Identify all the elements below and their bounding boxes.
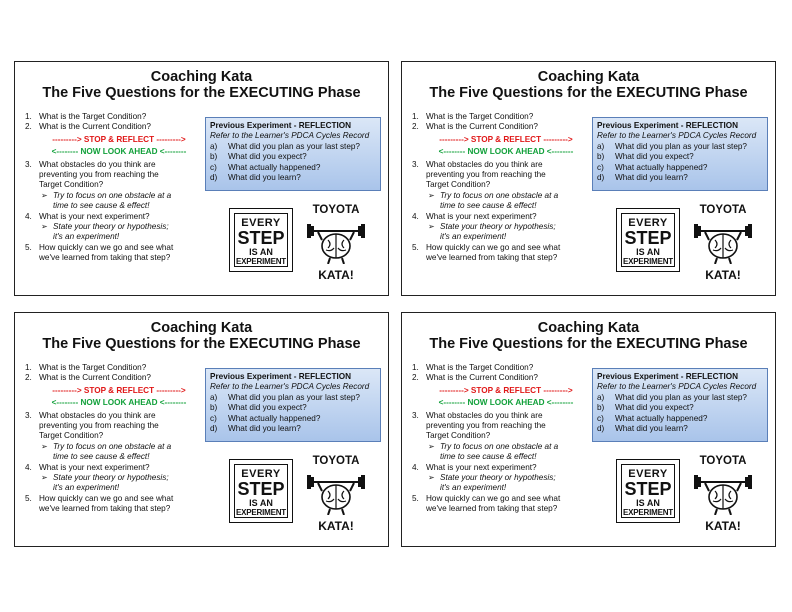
panel-item-text: What did you plan as your last step? <box>615 392 747 402</box>
badge-is-an-text: IS AN <box>249 247 273 257</box>
panel-item-text: What did you expect? <box>228 152 307 162</box>
questions-list <box>412 112 600 264</box>
question-text: What is the Target Condition? <box>39 112 147 121</box>
question-text <box>39 494 213 515</box>
reflection-panel <box>592 117 768 191</box>
stop-reflect-banner: ---------> STOP & REFLECT ---------> <box>439 134 573 144</box>
questions-list <box>25 363 213 515</box>
question-text: What is the Current Condition? <box>39 122 151 132</box>
hint-line: State your theory or hypothesis; <box>53 473 169 483</box>
hint-line: it's an experiment! <box>53 232 120 242</box>
panel-item <box>597 163 763 173</box>
question-number: 5. <box>412 493 419 503</box>
hint-line: time to see cause & effect! <box>440 452 537 462</box>
question-line: What obstacles do you think are <box>39 410 156 420</box>
question-number: 4. <box>25 211 32 221</box>
badge-toyota-text: TOYOTA <box>312 455 360 467</box>
badge-experiment-text: EXPERIMENT <box>622 508 673 517</box>
question-text <box>426 160 600 191</box>
coaching-kata-card <box>14 312 389 547</box>
card-title: Coaching Kata <box>150 320 253 336</box>
question-number: 1. <box>25 363 32 372</box>
panel-item-label: d) <box>210 424 218 434</box>
panel-item-label: a) <box>210 141 218 151</box>
question-text: What is the Target Condition? <box>39 363 147 372</box>
question-number: 2. <box>412 373 419 383</box>
panel-item-text: What actually happened? <box>228 413 321 423</box>
card-title: Coaching Kata <box>150 69 253 85</box>
badge-every-text: EVERY <box>628 217 668 229</box>
question-text: What is your next experiment? <box>39 462 150 472</box>
card-subtitle: The Five Questions for the EXECUTING Phase <box>429 85 748 101</box>
panel-item-label: d) <box>597 173 605 183</box>
toyota-kata-badge <box>302 204 370 282</box>
badge-step-text: STEP <box>237 479 285 499</box>
every-step-badge <box>229 459 293 523</box>
look-ahead-banner: <-------- NOW LOOK AHEAD <-------- <box>438 398 574 408</box>
hint-line: State your theory or hypothesis; <box>53 222 169 232</box>
brain-barbell-icon <box>693 469 753 515</box>
panel-item-text: What did you learn? <box>228 424 301 434</box>
question-1 <box>25 112 213 122</box>
question-line: How quickly can we go and see what <box>39 242 174 252</box>
card-subtitle: The Five Questions for the EXECUTING Phase <box>429 336 748 352</box>
question-line: Target Condition? <box>39 180 104 190</box>
panel-item <box>210 142 376 152</box>
every-step-badge <box>616 459 680 523</box>
panel-item-label: b) <box>210 152 218 162</box>
panel-item-label: b) <box>210 403 218 413</box>
panel-item-label: d) <box>210 173 218 183</box>
question-number: 2. <box>412 122 419 132</box>
question-text <box>39 243 213 264</box>
panel-item <box>597 173 763 183</box>
badge-is-an-text: IS AN <box>636 498 660 508</box>
question-text: What is the Target Condition? <box>426 112 534 121</box>
question-line: What obstacles do you think are <box>426 410 543 420</box>
badge-kata-text: KATA! <box>705 268 741 282</box>
question-number: 4. <box>412 462 419 472</box>
question-1 <box>412 112 600 122</box>
panel-item-text: What did you learn? <box>615 173 688 183</box>
question-line: we've learned from taking that step? <box>426 504 558 514</box>
panel-subheading: Refer to the Learner's PDCA Cycles Record <box>210 131 370 141</box>
question-text: What is the Target Condition? <box>426 363 534 372</box>
question-number: 1. <box>412 363 419 372</box>
stop-reflect-banner: ---------> STOP & REFLECT ---------> <box>52 134 186 144</box>
panel-item-label: b) <box>597 403 605 413</box>
stop-reflect-banner: ---------> STOP & REFLECT ---------> <box>439 385 573 395</box>
question-text: What is the Current Condition? <box>39 373 151 383</box>
panel-item-label: c) <box>597 413 604 423</box>
panel-item-label: d) <box>597 424 605 434</box>
question-4 <box>412 212 600 222</box>
panel-item-label: c) <box>210 413 217 423</box>
question-line: preventing you from reaching the <box>426 170 546 180</box>
brain-barbell-icon <box>306 469 366 515</box>
arrow-bullet-icon: ➢ <box>41 222 48 232</box>
question-text <box>39 411 213 442</box>
brain-barbell-icon <box>306 218 366 264</box>
question-text: What is your next experiment? <box>426 462 537 472</box>
badge-experiment-text: EXPERIMENT <box>235 257 286 266</box>
panel-item <box>210 152 376 162</box>
panel-item-text: What did you expect? <box>615 152 694 162</box>
reflection-panel <box>592 368 768 442</box>
reflection-panel <box>205 117 381 191</box>
question-text <box>426 411 600 442</box>
panel-heading: Previous Experiment - REFLECTION <box>597 121 739 130</box>
panel-item-text: What did you expect? <box>228 403 307 413</box>
brain-barbell-icon <box>693 218 753 264</box>
question-number: 3. <box>412 159 419 169</box>
question-line: How quickly can we go and see what <box>39 493 174 503</box>
panel-item <box>210 414 376 424</box>
look-ahead-banner: <-------- NOW LOOK AHEAD <-------- <box>51 147 187 157</box>
panel-item <box>597 414 763 424</box>
toyota-kata-badge <box>689 204 757 282</box>
question-line: we've learned from taking that step? <box>426 253 558 263</box>
badge-experiment-text: EXPERIMENT <box>622 257 673 266</box>
question-4-hint <box>25 222 213 243</box>
question-3-hint <box>25 191 213 212</box>
question-1 <box>25 363 213 373</box>
panel-item <box>210 424 376 434</box>
question-2 <box>25 373 213 383</box>
arrow-bullet-icon: ➢ <box>428 473 435 483</box>
panel-item-text: What did you learn? <box>615 424 688 434</box>
badge-step-text: STEP <box>624 228 672 248</box>
badge-is-an-text: IS AN <box>636 247 660 257</box>
every-step-badge <box>229 208 293 272</box>
panel-item <box>597 403 763 413</box>
panel-subheading: Refer to the Learner's PDCA Cycles Record <box>597 382 757 392</box>
arrow-bullet-icon: ➢ <box>41 190 48 200</box>
question-4 <box>25 463 213 473</box>
question-number: 5. <box>25 242 32 252</box>
hint-line: Try to focus on one obstacle at a <box>53 441 172 451</box>
question-line: What obstacles do you think are <box>39 159 156 169</box>
panel-item-text: What did you plan as your last step? <box>615 141 747 151</box>
panel-item <box>597 142 763 152</box>
coaching-kata-card <box>401 312 776 547</box>
hint-line: it's an experiment! <box>440 232 507 242</box>
question-line: What obstacles do you think are <box>426 159 543 169</box>
panel-item-label: c) <box>597 162 604 172</box>
question-text: What is your next experiment? <box>426 211 537 221</box>
question-3 <box>25 160 213 191</box>
question-3-hint <box>412 442 600 463</box>
panel-item-label: a) <box>597 392 605 402</box>
badge-step-text: STEP <box>237 228 285 248</box>
panel-item <box>210 173 376 183</box>
panel-heading: Previous Experiment - REFLECTION <box>210 372 352 381</box>
question-5 <box>25 243 213 264</box>
question-line: preventing you from reaching the <box>39 170 159 180</box>
badge-every-text: EVERY <box>241 217 281 229</box>
hint-line: it's an experiment! <box>53 483 120 493</box>
look-ahead-banner: <-------- NOW LOOK AHEAD <-------- <box>51 398 187 408</box>
hint-line: time to see cause & effect! <box>53 201 150 211</box>
question-text <box>426 243 600 264</box>
panel-heading: Previous Experiment - REFLECTION <box>210 121 352 130</box>
panel-item <box>210 393 376 403</box>
badge-is-an-text: IS AN <box>249 498 273 508</box>
hint-line: it's an experiment! <box>440 483 507 493</box>
card-subtitle: The Five Questions for the EXECUTING Phase <box>42 336 361 352</box>
question-2 <box>412 373 600 383</box>
question-line: we've learned from taking that step? <box>39 504 171 514</box>
question-3-hint <box>412 191 600 212</box>
hint-line: time to see cause & effect! <box>53 452 150 462</box>
panel-item-text: What actually happened? <box>615 413 708 423</box>
badge-toyota-text: TOYOTA <box>699 204 747 216</box>
question-number: 5. <box>25 493 32 503</box>
question-number: 2. <box>25 373 32 383</box>
question-line: Target Condition? <box>426 431 491 441</box>
panel-item-text: What actually happened? <box>228 162 321 172</box>
coaching-kata-card <box>401 61 776 296</box>
reflection-panel <box>205 368 381 442</box>
panel-item <box>210 403 376 413</box>
arrow-bullet-icon: ➢ <box>428 222 435 232</box>
question-text <box>426 494 600 515</box>
panel-item-text: What did you plan as your last step? <box>228 141 360 151</box>
hint-line: Try to focus on one obstacle at a <box>53 190 172 200</box>
question-line: How quickly can we go and see what <box>426 242 561 252</box>
card-title: Coaching Kata <box>537 320 640 336</box>
stop-reflect-banner: ---------> STOP & REFLECT ---------> <box>52 385 186 395</box>
panel-item-text: What did you plan as your last step? <box>228 392 360 402</box>
badge-toyota-text: TOYOTA <box>312 204 360 216</box>
panel-item-label: a) <box>210 392 218 402</box>
question-number: 1. <box>25 112 32 121</box>
question-number: 2. <box>25 122 32 132</box>
hint-line: Try to focus on one obstacle at a <box>440 190 559 200</box>
badge-kata-text: KATA! <box>705 519 741 533</box>
panel-item <box>597 424 763 434</box>
coaching-kata-card <box>14 61 389 296</box>
question-5 <box>412 494 600 515</box>
question-line: preventing you from reaching the <box>39 421 159 431</box>
toyota-kata-badge <box>689 455 757 533</box>
question-1 <box>412 363 600 373</box>
panel-item-text: What actually happened? <box>615 162 708 172</box>
question-5 <box>25 494 213 515</box>
question-3 <box>412 160 600 191</box>
arrow-bullet-icon: ➢ <box>428 441 435 451</box>
arrow-bullet-icon: ➢ <box>428 190 435 200</box>
question-4-hint <box>25 473 213 494</box>
panel-item <box>597 152 763 162</box>
question-number: 3. <box>25 159 32 169</box>
hint-line: Try to focus on one obstacle at a <box>440 441 559 451</box>
arrow-bullet-icon: ➢ <box>41 441 48 451</box>
hint-line: State your theory or hypothesis; <box>440 222 556 232</box>
hint-line: State your theory or hypothesis; <box>440 473 556 483</box>
badge-every-text: EVERY <box>628 468 668 480</box>
arrow-bullet-icon: ➢ <box>41 473 48 483</box>
card-subtitle: The Five Questions for the EXECUTING Phase <box>42 85 361 101</box>
look-ahead-banner: <-------- NOW LOOK AHEAD <-------- <box>438 147 574 157</box>
badge-every-text: EVERY <box>241 468 281 480</box>
panel-item-label: c) <box>210 162 217 172</box>
question-line: Target Condition? <box>39 431 104 441</box>
question-number: 5. <box>412 242 419 252</box>
panel-item-text: What did you expect? <box>615 403 694 413</box>
question-4-hint <box>412 222 600 243</box>
panel-item-label: b) <box>597 152 605 162</box>
every-step-badge <box>616 208 680 272</box>
question-line: we've learned from taking that step? <box>39 253 171 263</box>
question-number: 3. <box>25 410 32 420</box>
panel-heading: Previous Experiment - REFLECTION <box>597 372 739 381</box>
badge-experiment-text: EXPERIMENT <box>235 508 286 517</box>
questions-list <box>412 363 600 515</box>
question-text: What is the Current Condition? <box>426 122 538 132</box>
question-5 <box>412 243 600 264</box>
question-2 <box>412 122 600 132</box>
panel-item-label: a) <box>597 141 605 151</box>
question-number: 4. <box>25 462 32 472</box>
question-number: 3. <box>412 410 419 420</box>
panel-item <box>597 393 763 403</box>
badge-toyota-text: TOYOTA <box>699 455 747 467</box>
question-number: 4. <box>412 211 419 221</box>
question-line: Target Condition? <box>426 180 491 190</box>
questions-list <box>25 112 213 264</box>
question-text: What is your next experiment? <box>39 211 150 221</box>
question-line: How quickly can we go and see what <box>426 493 561 503</box>
panel-subheading: Refer to the Learner's PDCA Cycles Record <box>597 131 757 141</box>
toyota-kata-badge <box>302 455 370 533</box>
question-number: 1. <box>412 112 419 121</box>
panel-item <box>210 163 376 173</box>
hint-line: time to see cause & effect! <box>440 201 537 211</box>
badge-kata-text: KATA! <box>318 268 354 282</box>
card-title: Coaching Kata <box>537 69 640 85</box>
question-4-hint <box>412 473 600 494</box>
question-4 <box>412 463 600 473</box>
question-text: What is the Current Condition? <box>426 373 538 383</box>
panel-item-text: What did you learn? <box>228 173 301 183</box>
badge-step-text: STEP <box>624 479 672 499</box>
question-2 <box>25 122 213 132</box>
question-3-hint <box>25 442 213 463</box>
badge-kata-text: KATA! <box>318 519 354 533</box>
question-text <box>39 160 213 191</box>
question-4 <box>25 212 213 222</box>
panel-subheading: Refer to the Learner's PDCA Cycles Record <box>210 382 370 392</box>
question-3 <box>25 411 213 442</box>
question-3 <box>412 411 600 442</box>
question-line: preventing you from reaching the <box>426 421 546 431</box>
